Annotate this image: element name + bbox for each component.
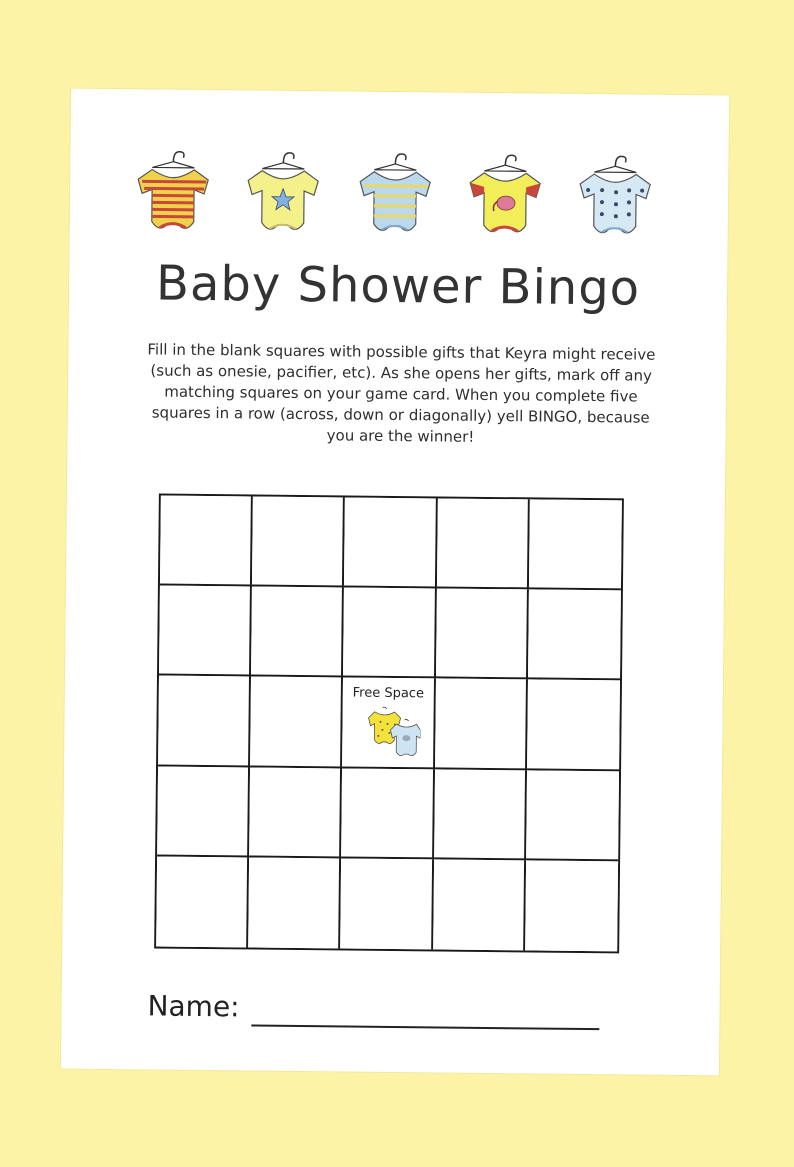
bingo-cell[interactable] [341,768,434,859]
bingo-cell[interactable] [158,676,251,767]
bingo-cell[interactable] [433,859,526,950]
bingo-cell[interactable] [436,589,529,680]
bingo-cell[interactable] [156,856,249,947]
bingo-cell[interactable] [251,587,344,678]
bingo-cell[interactable] [157,766,250,857]
bingo-cell[interactable] [250,677,343,768]
free-space-label: Free Space [352,685,425,702]
bingo-cell[interactable] [527,680,620,771]
name-field [147,989,607,1034]
name-blank-line[interactable] [251,1025,599,1031]
bingo-grid [154,494,624,954]
page-title: Baby Shower Bingo [155,255,641,317]
twin-onesies-icon [361,706,422,759]
bingo-cell[interactable] [343,588,436,679]
bingo-cell[interactable] [434,769,527,860]
bingo-cell[interactable] [249,767,342,858]
name-label: Name: [147,989,240,1024]
polka-dot-onesie-icon [572,148,659,245]
bingo-card [61,89,729,1076]
instructions-text: Fill in the blank squares with possible gifts that Keyra might receive (such as onesie, pacifier, etc). As she opens her gifts, mark off any matching squares on your game card. When you complete five squares in a row (across, down or diagonally) yell BINGO, because you are the winner! [147,340,656,446]
bingo-cell[interactable] [160,496,253,587]
bingo-cell[interactable] [525,860,618,951]
bingo-cell[interactable] [252,497,345,588]
blue-striped-onesie-icon [352,146,439,243]
bingo-cell[interactable] [437,498,530,589]
free-space-cell [342,678,435,769]
striped-onesie-icon [130,143,217,240]
bingo-cell[interactable] [526,770,619,861]
bingo-cell[interactable] [159,586,252,677]
bingo-cell[interactable] [341,858,434,949]
star-onesie-icon [240,144,327,241]
bingo-cell[interactable] [435,679,528,770]
bingo-cell[interactable] [529,499,622,590]
bingo-cell[interactable] [344,497,437,588]
bingo-cell[interactable] [528,590,621,681]
bingo-cell[interactable] [248,857,341,948]
onesie-banner [70,143,729,250]
elephant-onesie-icon [462,147,549,244]
